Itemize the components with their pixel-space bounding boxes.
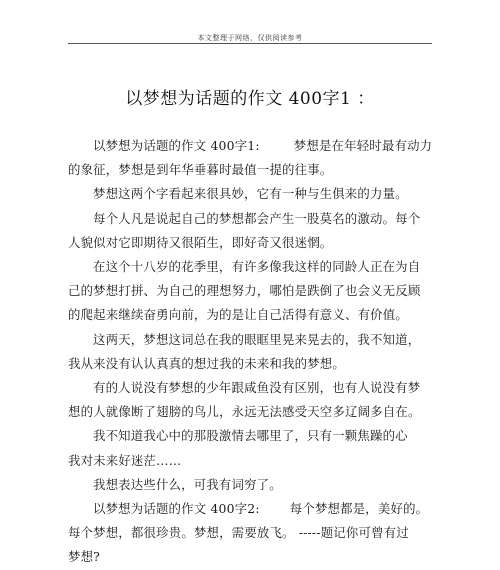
text-line: 梦想? xyxy=(68,549,101,565)
text-line: 有的人说没有梦想的少年跟咸鱼没有区别，也有人说没有梦 xyxy=(93,380,421,396)
text-line xyxy=(68,134,432,158)
line-text: 每个梦想都是，美好的。 xyxy=(289,501,429,517)
text-line: 人貌似对它即期待又很陌生，即好奇又很迷惘。 xyxy=(68,234,333,250)
text-line: 我不知道我心中的那股激情去哪里了，只有一颗焦躁的心 xyxy=(93,428,408,444)
text-line: 每个梦想，都很珍贵。梦想，需要放飞。 -----题记你可曾有过 xyxy=(68,525,409,541)
text-line: 梦想这两个字看起来很具妙，它有一种与生俱来的力量。 xyxy=(93,186,408,202)
document-title: 以梦想为话题的作文 400字1 ： xyxy=(125,89,375,109)
text-line: 我对未来好迷茫…… xyxy=(68,452,182,468)
line-text: 梦想是在年轻时最有动力 xyxy=(293,138,433,153)
text-line: 在这个十八岁的花季里，有许多像我这样的同龄人正在为自 xyxy=(93,259,421,275)
text-line: 的象征，梦想是到年华垂暮时最值一提的往事。 xyxy=(68,162,333,178)
text-line: 这两天，梦想这词总在我的眼眶里晃来晃去的，我不知道， xyxy=(93,331,421,347)
document-body xyxy=(68,134,432,570)
line-text: 以梦想为话题的作文 400字1: xyxy=(93,138,260,153)
text-line: 想的人就像断了翅膀的鸟儿，永远无法感受天空多辽阔多自在。 xyxy=(68,404,421,420)
header-note: 本文整理于网络，仅供阅读参考 xyxy=(197,34,303,42)
line-text: 以梦想为话题的作文 400字2: xyxy=(93,501,260,517)
header-divider xyxy=(68,43,432,44)
text-line xyxy=(68,497,432,521)
text-line: 己的梦想打拼、为自己的理想努力，哪怕是跌倒了也会义无反顾 xyxy=(68,283,421,299)
text-line: 我想表达些什么，可我有词穷了。 xyxy=(93,476,282,492)
text-line: 的爬起来继续奋勇向前，为的是让自己活得有意义、有价值。 xyxy=(68,307,408,323)
text-line: 每个人凡是说起自己的梦想都会产生一股莫名的激动。每个 xyxy=(93,210,421,226)
text-line: 我从来没有认认真真的想过我的未来和我的梦想。 xyxy=(68,355,345,371)
